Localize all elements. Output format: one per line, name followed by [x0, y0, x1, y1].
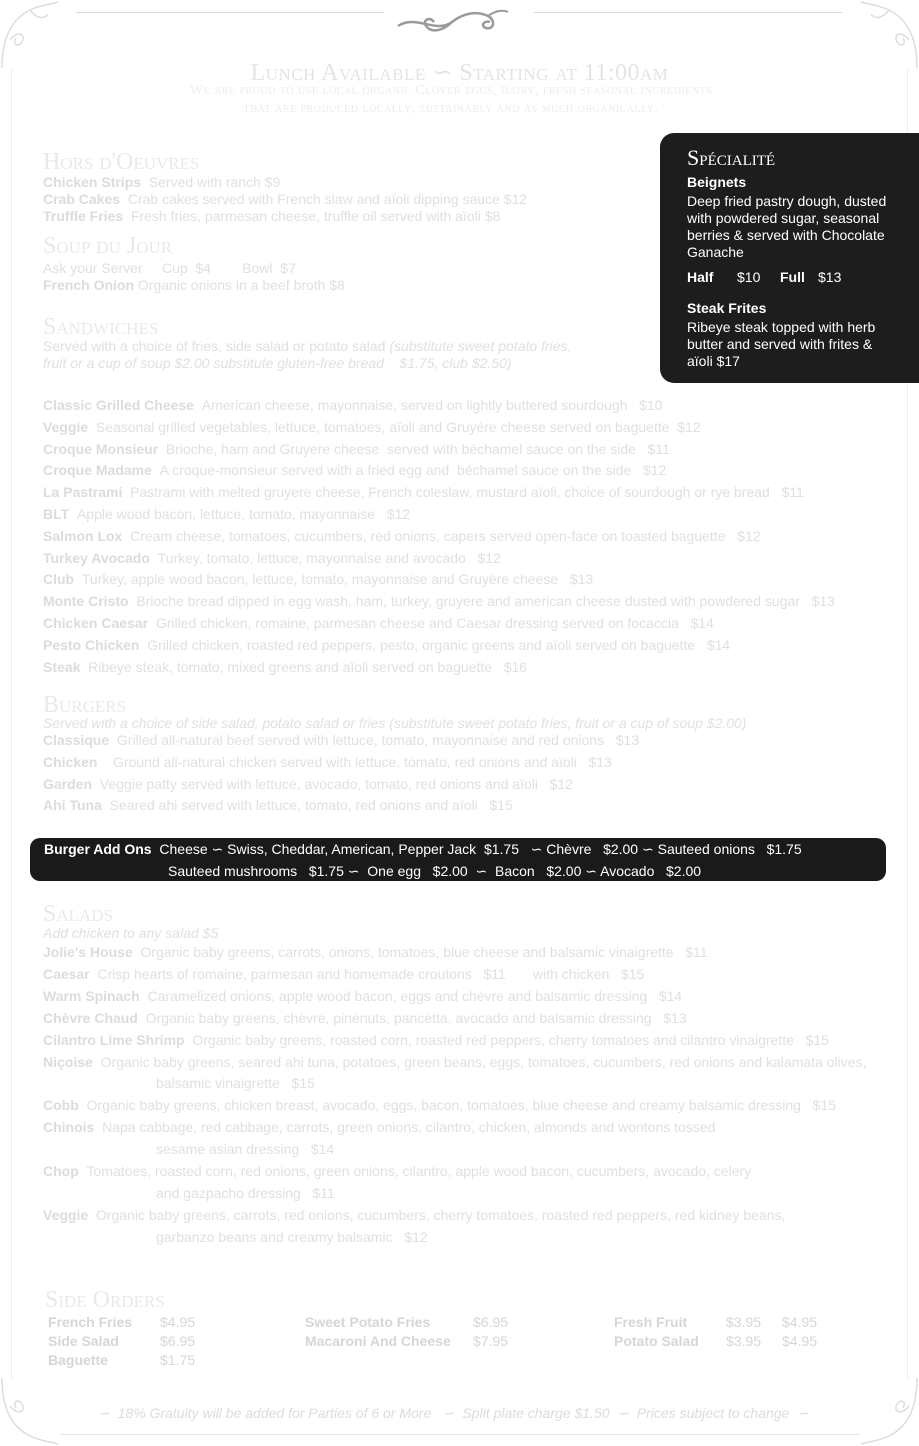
menu-item: Chicken Strips Served with ranch $9	[43, 174, 281, 190]
beignets-name: Beignets	[687, 174, 747, 190]
menu-item-name: Monte Cristo	[43, 593, 129, 610]
menu-item	[43, 1009, 687, 1027]
half-price: $10	[737, 269, 761, 285]
menu-item-name: La Pastrami	[43, 484, 123, 501]
menu-item	[43, 396, 662, 414]
menu-item-description: Grilled all-natural beef served with lettuce, tomato, mayonnaise and red onions $13	[116, 732, 640, 748]
side-item-name: Macaroni And Cheese	[305, 1333, 451, 1349]
menu-item	[43, 965, 644, 983]
menu-item-description: Crisp hearts of romaine, parmesan and homemade croutons $11 with chicken $15	[97, 965, 645, 982]
menu-item-name: Chinois	[43, 1119, 95, 1136]
specialite-title: Spécialité	[687, 145, 776, 170]
side-item-price: $7.95	[473, 1333, 509, 1349]
menu-item	[43, 731, 639, 749]
menu-item	[43, 614, 714, 632]
salads-title: Salads	[43, 901, 114, 927]
menu-item-description: Turkey, apple wood bacon, lettuce, tomato, mayonnaise and Gruyère cheese $13	[81, 571, 594, 588]
sandwiches-intro-1: Served with a choice of fries, side salad or potato salad (substitute sweet potato fries,	[43, 338, 572, 354]
menu-item	[43, 483, 804, 501]
menu-item-name: Salmon Lox	[43, 527, 123, 544]
menu-item-description: Seasonal grilled vegetables, lettuce, tomatoes, aïoli and Gruyère cheese served on baguette $12	[95, 418, 701, 435]
beignets-description: Deep fried pastry dough, dusted with powdered sugar, seasonal berries & served with Chocolate Ganache	[687, 193, 887, 260]
menu-item-description: Apple wood bacon, lettuce, tomato, mayonnaise $12	[76, 506, 411, 522]
steak-frites-name: Steak Frites	[687, 300, 767, 316]
menu-item-name: Chèvre Chaud	[43, 1009, 138, 1026]
top-rule-left	[76, 12, 384, 13]
addons-label: Burger Add Ons	[44, 841, 152, 857]
menu-item-description: Veggie patty served with lettuce, avocado, tomato, red onions and aïoli $12	[99, 775, 573, 792]
menu-item-name: Croque Monsieur	[43, 440, 159, 457]
side-item-name: Baguette	[48, 1352, 108, 1368]
menu-item-name: Veggie	[43, 418, 89, 435]
menu-item-description: Grilled chicken, roasted red peppers, pesto, organic greens and aïoli served on baguette $14	[147, 636, 731, 653]
menu-item	[43, 440, 670, 458]
menu-item-description: Organic baby greens, seared ahi tuna, potatoes, green beans, eggs, tomatoes, cucumbers, red onions and kalamata olives,	[100, 1053, 867, 1070]
side-item-price: $4.95	[160, 1314, 196, 1330]
menu-item-continuation: balsamic vinaigrette $15	[156, 1075, 315, 1092]
menu-item-name: Steak	[43, 658, 81, 675]
menu-item-description: Cream cheese, tomatoes, cucumbers, red onions, capers served open-face on toasted baguette $12	[130, 527, 761, 544]
menu-item-description: A croque-monsieur served with a fried egg and béchamel sauce on the side $12	[159, 462, 667, 479]
steak-frites-description: Ribeye steak topped with herb butter and served with frites & aïoli $17	[687, 319, 876, 369]
specialite-box	[660, 133, 919, 383]
menu-item	[43, 636, 730, 654]
burger-addons-bar	[30, 838, 886, 881]
menu-item: Truffle Fries Fresh fries, parmesan cheese, truffle oil served with aïoli $8	[43, 208, 501, 224]
menu-item	[43, 527, 761, 545]
side-item-name: Sweet Potato Fries	[305, 1314, 431, 1330]
menu-item-name: BLT	[43, 506, 70, 522]
sandwiches-title: Sandwiches	[43, 314, 159, 340]
burgers-intro: Served with a choice of side salad, potato salad or fries (substitute sweet potato fries, fruit or a cup of soup $2.00)	[43, 715, 747, 731]
menu-item-description: Ground all-natural chicken served with lettuce, tomato, red onions and aïoli $13	[105, 753, 612, 770]
menu-item	[43, 775, 573, 793]
menu-item	[43, 1031, 829, 1049]
menu-item-description: Turkey, tomato, lettuce, mayonnaise and avocado $12	[157, 549, 501, 566]
menu-item-name: Garden	[43, 775, 93, 792]
menu-item	[43, 418, 701, 436]
left-border	[11, 70, 12, 1380]
side-item-name: Side Salad	[48, 1333, 119, 1349]
menu-item-description: Organic baby greens, carrots, red onions, cucumbers, cherry tomatoes, roasted red peppers, red kidney beans,	[95, 1206, 786, 1223]
menu-item	[43, 1053, 866, 1071]
menu-item-name: Chop	[43, 1163, 79, 1179]
addons-row-2: Sauteed mushrooms $1.75 ∽ One egg $2.00 ∽ Bacon $2.00 ∽ Avocado $2.00	[168, 863, 702, 879]
menu-item-name: Warm Spinach	[43, 987, 140, 1004]
menu-item-description: Organic baby greens, carrots, onions, tomatoes, blue cheese and balsamic vinaigrette $11	[140, 944, 708, 960]
side-item-price-large: $4.95	[782, 1333, 818, 1349]
menu-item-name: Pesto Chicken	[43, 636, 140, 653]
salads-intro: Add chicken to any salad $5	[43, 925, 219, 941]
menu-item	[43, 753, 612, 771]
menu-item	[43, 943, 708, 961]
menu-item-continuation: and gazpacho dressing $11	[156, 1184, 335, 1201]
bottom-rule	[60, 1434, 860, 1435]
flourish-ornament-icon	[396, 4, 510, 40]
menu-item-continuation: sesame asian dressing $14	[156, 1141, 335, 1158]
menu-item-name: Cilantro Lime Shrimp	[43, 1031, 185, 1048]
menu-item-description: Tomatoes, roasted corn, red onions, green onions, cilantro, apple wood bacon, cucumbers, avocado, celery	[86, 1163, 752, 1179]
side-item-name: Potato Salad	[614, 1333, 699, 1349]
sandwiches-intro-2: fruit or a cup of soup $2.00 substitute gluten-free bread $1.75, club $2.50)	[43, 355, 512, 371]
menu-item	[43, 461, 666, 479]
addons-row-1: Burger Add Ons Cheese ∽ Swiss, Cheddar, American, Pepper Jack $1.75 ∽ Chèvre $2.00 ∽ Sauteed onions $1.75	[44, 841, 802, 857]
menu-item	[43, 1118, 715, 1136]
hors-doeuvres-title: Hors d'Oeuvres	[43, 149, 200, 175]
soup-sizes: Ask your Server Cup $4 Bowl $7	[43, 260, 296, 276]
side-item-name: Fresh Fruit	[614, 1314, 688, 1330]
side-item-price: $6.95	[473, 1314, 509, 1330]
menu-item	[43, 1206, 785, 1224]
menu-item	[43, 505, 410, 523]
page-subtitle-line-2: that are produced locally, sustainably and as much organically.	[243, 101, 659, 116]
side-item-price-large: $4.95	[782, 1314, 818, 1330]
menu-item	[43, 1162, 751, 1180]
soup-title: Soup du Jour	[43, 233, 173, 259]
footer-note: ∽ 18% Gratuity will be added for Parties of 6 or More ∽ Split plate charge $1.50 ∽ Prices subject to change ∽	[98, 1405, 809, 1421]
menu-item-description: Ribeye steak, tomato, mixed greens and aïoli served on baguette $16	[88, 658, 528, 675]
menu-item-description: Brioche bread dipped in egg wash, ham, turkey, gruyere and american cheese dusted with powdered sugar $13	[136, 593, 835, 610]
menu-item-name: Ahi Tuna	[43, 797, 102, 814]
menu-item-name: Cobb	[43, 1097, 79, 1114]
menu-item-name: Veggie	[43, 1206, 89, 1223]
side-item-price: $6.95	[160, 1333, 196, 1349]
menu-item-description: Napa cabbage, red cabbage, carrots, green onions, cilantro, chicken, almonds and wontons tossed	[102, 1119, 716, 1136]
menu-item-name: Turkey Avocado	[43, 549, 150, 566]
menu-item-description: Organic baby greens, roasted corn, roasted red peppers, cherry tomatoes and cilantro vinaigrette $15	[192, 1031, 829, 1048]
side-item-price: $3.95	[726, 1314, 762, 1330]
menu-item-name: Classic Grilled Cheese	[43, 397, 194, 413]
menu-item-description: Caramelized onions, apple wood bacon, eggs and chèvre and balsamic dressing $14	[147, 987, 683, 1004]
full-label: Full	[780, 269, 805, 285]
half-label: Half	[687, 269, 714, 285]
menu-item-name: Chicken	[43, 753, 98, 770]
menu-item-description: Seared ahi served with lettuce, tomato, red onions and aïoli $15	[109, 797, 513, 814]
side-item-price: $3.95	[726, 1333, 762, 1349]
menu-item	[43, 987, 682, 1005]
menu-item-name: Classique	[43, 732, 110, 748]
side-orders-title: Side Orders	[45, 1287, 165, 1313]
menu-item-name: Croque Madame	[43, 462, 152, 479]
menu-item	[43, 549, 501, 567]
menu-item-description: American cheese, mayonnaise, served on lightly buttered sourdough $10	[201, 397, 663, 413]
top-rule-right	[534, 12, 842, 13]
burgers-title: Burgers	[43, 692, 127, 718]
menu-item-description: Brioche, ham and Gruyere cheese served with béchamel sauce on the side $11	[165, 440, 670, 457]
menu-item	[43, 658, 527, 676]
page-subtitle-line-1: We are proud to use local organic Clover eggs, dairy, fresh seasonal ingredients	[189, 83, 713, 98]
menu-item-name: Caesar	[43, 965, 90, 982]
menu-item-name: Club	[43, 571, 75, 588]
menu-item-description: Organic baby greens, chicken breast, avocado, eggs, bacon, tomatoes, blue cheese and creamy balsamic dressing $15	[86, 1097, 836, 1114]
menu-item	[43, 592, 835, 610]
side-item-price: $1.75	[160, 1352, 196, 1368]
menu-item-name: Jolie's House	[43, 944, 133, 960]
page-title: Lunch Available ∽ Starting at 11:00am	[250, 60, 669, 86]
menu-item-description: Pastrami with melted gruyere cheese, French coleslaw, mustard aïoli, choice of sourdough or rye bread $11	[130, 484, 804, 501]
side-item-name: French Fries	[48, 1314, 133, 1330]
menu-item	[43, 796, 513, 814]
menu-item-description: Organic baby greens, chèvre, pinenuts, pancetta, avocado and balsamic dressing $13	[145, 1009, 687, 1026]
menu-item-name: Chicken Caesar	[43, 615, 149, 631]
full-price: $13	[818, 269, 842, 285]
menu-item	[43, 570, 593, 588]
menu-item-description: Grilled chicken, romaine, parmesan cheese and Caesar dressing served on focaccia $14	[155, 615, 714, 631]
menu-item: Crab Cakes Crab cakes served with French slaw and aïoli dipping sauce $12	[43, 191, 528, 207]
menu-item	[43, 1096, 836, 1114]
menu-item-continuation: garbanzo beans and creamy balsamic $12	[156, 1228, 428, 1245]
menu-item-name: Niçoise	[43, 1053, 93, 1070]
menu-item: French Onion Organic onions in a beef broth $8	[43, 277, 345, 293]
